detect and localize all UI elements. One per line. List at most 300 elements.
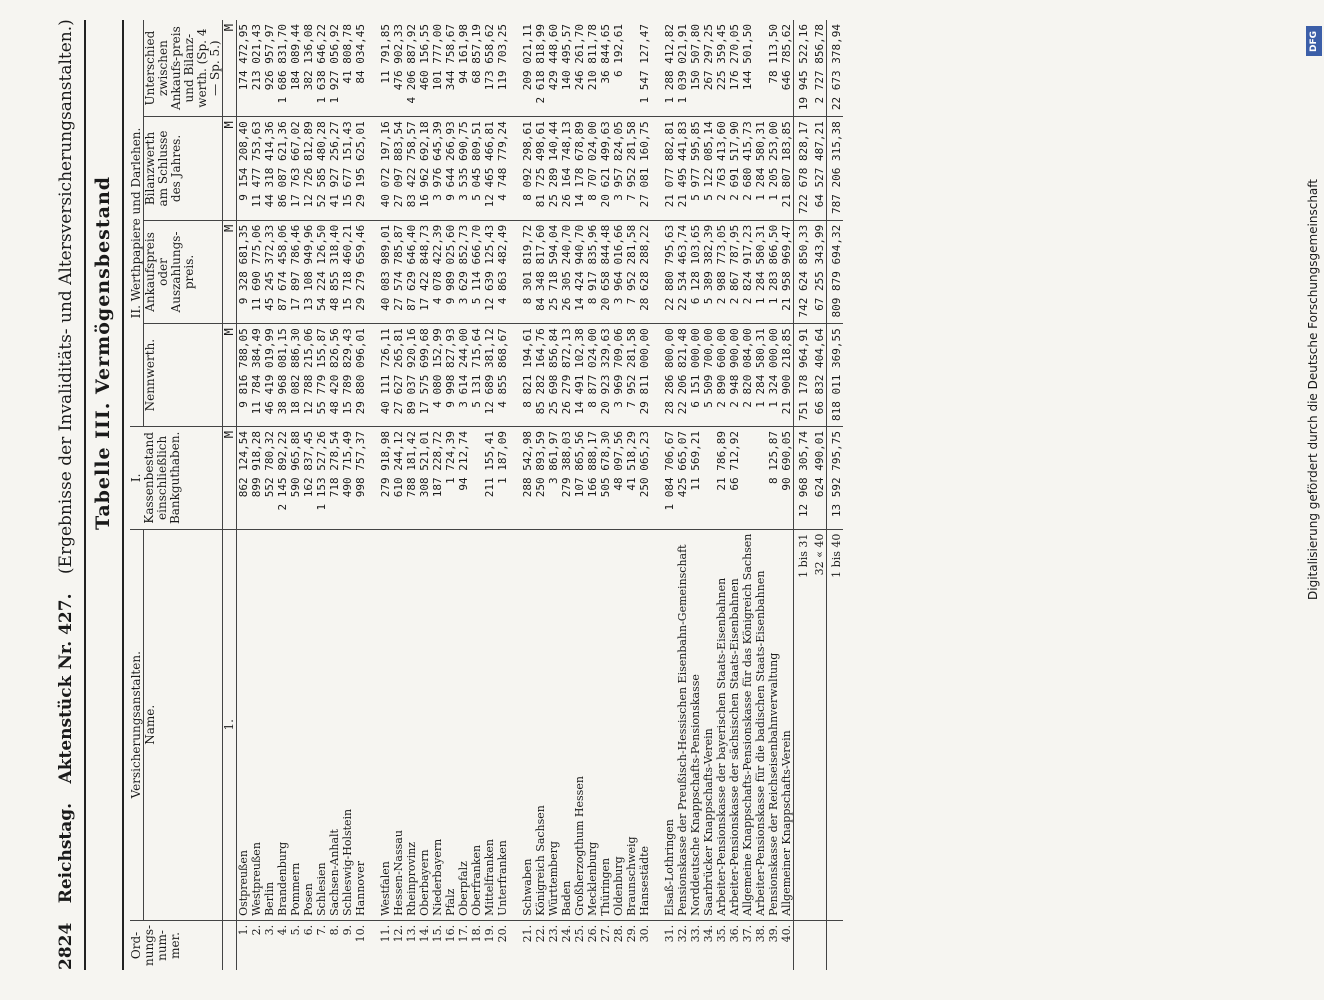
colunit-5: M <box>223 117 237 221</box>
row-name: Hessen-Nassau <box>392 529 405 920</box>
row-name: Pensionskasse der Preußisch-Hessischen Eisenbahn-Gemeinschaft <box>676 529 689 920</box>
table-row <box>689 20 702 970</box>
cell-c6: 101 777,00 <box>431 24 444 91</box>
row-name: Arbeiter-Pensionskasse der bayerischen Staats-Eisenbahnen <box>715 529 728 920</box>
cell-c3: 38 968 081,15 <box>276 324 289 427</box>
total-c4: 809 879 694,32 <box>827 220 844 324</box>
cell-c6: 476 902,33 <box>392 24 405 91</box>
row-number: 13. <box>405 920 418 970</box>
row-number: 17. <box>457 920 470 970</box>
cell-c3: 2 820 084,00 <box>741 324 754 427</box>
cell-c2: 94 212,74 <box>457 427 470 530</box>
cell-c3: 22 206 821,48 <box>676 324 689 427</box>
total-c3: 751 178 964,91 <box>794 324 811 427</box>
row-name: Oldenburg <box>612 529 625 920</box>
table-row <box>250 20 263 970</box>
cell-c4: 9 328 681,35 <box>237 220 251 324</box>
row-number: 24. <box>560 920 573 970</box>
cell-c2: 425 665,07 <box>676 427 689 530</box>
row-name: Großherzogthum Hessen <box>573 529 586 920</box>
cell-c2: 505 678,30 <box>599 427 612 530</box>
table-row <box>754 20 767 970</box>
header-unterschied: Unterschied zwischen Ankaufs-preis und Bilanz-werth. (Sp. 4 — Sp. 5.) <box>143 26 222 110</box>
cell-c6: 68 857,19 <box>470 24 483 84</box>
row-number: 5. <box>289 920 302 970</box>
cell-c5: 5 122 085,14 <box>702 117 715 221</box>
row-name: Allgemeine Knappschafts-Pensionskasse für das Königreich Sachsen <box>741 529 754 920</box>
cell-c4: 22 534 463,74 <box>676 220 689 324</box>
table-row <box>418 20 431 970</box>
table-row <box>573 20 586 970</box>
row-name: Sachsen-Anhalt <box>328 529 341 920</box>
cell-c5: 27 097 883,54 <box>392 117 405 221</box>
row-number: 3. <box>263 920 276 970</box>
cell-c2 <box>702 427 715 530</box>
cell-c4: 54 224 126,50 <box>315 220 328 324</box>
row-name: Berlin <box>263 529 276 920</box>
table-row <box>302 20 315 970</box>
cell-c2: 279 918,98 <box>379 427 392 530</box>
cell-c4: 15 718 460,21 <box>341 220 354 324</box>
header-nennwerth: Nennwerth. <box>144 324 223 427</box>
table-row <box>741 20 754 970</box>
cell-c6: 174 472,95 <box>237 24 250 91</box>
cell-c5: 3 976 645,39 <box>431 117 444 221</box>
table-row <box>560 20 573 970</box>
cell-c5: 25 289 140,44 <box>547 117 560 221</box>
cell-c6: 2 618 818,99 <box>534 24 547 104</box>
row-number: 20. <box>496 920 509 970</box>
table-row <box>444 20 457 970</box>
total-c5: 787 206 315,38 <box>827 117 844 221</box>
row-name: Hansestädte <box>638 529 651 920</box>
cell-c2: 288 542,98 <box>521 427 534 530</box>
cell-c5: 4 748 779,24 <box>496 117 509 221</box>
cell-c5: 9 154 208,40 <box>237 117 251 221</box>
cell-c5: 21 077 882,81 <box>663 117 676 221</box>
cell-c4: 3 629 852,73 <box>457 220 470 324</box>
cell-c5: 3 957 824,05 <box>612 117 625 221</box>
table-row <box>457 20 470 970</box>
table-row <box>405 20 418 970</box>
cell-c2 <box>741 427 754 530</box>
row-number: 1. <box>237 920 251 970</box>
cell-c5: 12 726 812,89 <box>302 117 315 221</box>
table-row <box>496 20 509 970</box>
row-name: Württemberg <box>547 529 560 920</box>
row-number: 21. <box>521 920 534 970</box>
row-number: 39. <box>767 920 780 970</box>
row-number: 14. <box>418 920 431 970</box>
cell-c3: 25 698 856,84 <box>547 324 560 427</box>
total-c5: 64 527 487,21 <box>810 117 827 221</box>
row-name: Pfalz <box>444 529 457 920</box>
header-ord: Ord-nungs-num-mer. <box>130 920 223 970</box>
cell-c5: 14 178 678,89 <box>573 117 586 221</box>
cell-c3: 27 627 265,81 <box>392 324 405 427</box>
cell-c5: 21 495 441,83 <box>676 117 689 221</box>
page-number: 2824 <box>56 922 76 970</box>
cell-c3: 89 037 920,16 <box>405 324 418 427</box>
table-row <box>663 20 676 970</box>
row-name: Braunschweig <box>625 529 638 920</box>
cell-c3: 2 890 600,00 <box>715 324 728 427</box>
cell-c3: 12 689 381,12 <box>483 324 496 427</box>
cell-c5: 41 927 256,27 <box>328 117 341 221</box>
row-number: 7. <box>315 920 328 970</box>
cell-c4: 25 718 594,04 <box>547 220 560 324</box>
cell-c6: 210 811,78 <box>586 24 599 91</box>
cell-c4: 8 301 819,72 <box>521 220 534 324</box>
cell-c3: 3 969 709,06 <box>612 324 625 427</box>
cell-c6: 94 161,98 <box>457 24 470 84</box>
row-number: 40. <box>780 920 794 970</box>
row-name: Baden <box>560 529 573 920</box>
cell-c6: 1 547 127,47 <box>638 24 651 104</box>
cell-c6: 209 021,11 <box>521 24 534 91</box>
table-row <box>263 20 276 970</box>
cell-c3: 2 948 900,00 <box>728 324 741 427</box>
cell-c4: 2 867 787,95 <box>728 220 741 324</box>
total-c4: 742 624 850,33 <box>794 220 811 324</box>
row-number: 16. <box>444 920 457 970</box>
reichstag-label: Reichstag. <box>56 802 76 904</box>
cell-c2: 1 724,39 <box>444 427 457 530</box>
cell-c5: 21 807 183,85 <box>780 117 794 221</box>
cell-c2: 590 965,88 <box>289 427 302 530</box>
row-number: 26. <box>586 920 599 970</box>
cell-c4: 28 628 288,22 <box>638 220 651 324</box>
cell-c4: 5 389 382,39 <box>702 220 715 324</box>
cell-c5: 1 205 253,00 <box>767 117 780 221</box>
row-number: 27. <box>599 920 612 970</box>
cell-c5: 11 477 753,63 <box>250 117 263 221</box>
cell-c3: 3 614 244,00 <box>457 324 470 427</box>
table-row <box>625 20 638 970</box>
cell-c3: 28 286 800,00 <box>663 324 676 427</box>
total-c2: 12 968 305,74 <box>794 427 811 530</box>
table-row <box>379 20 392 970</box>
colnum-1: 1. <box>223 529 237 920</box>
cell-c4: 11 690 775,06 <box>250 220 263 324</box>
header-wertpapiere: II. Werthpapiere und Darlehen. <box>130 20 144 427</box>
cell-c3: 1 284 580,31 <box>754 324 767 427</box>
table-row <box>702 20 715 970</box>
total-c6: 22 673 378,94 <box>830 24 843 111</box>
row-name: Rheinprovinz <box>405 529 418 920</box>
cell-c5: 20 621 499,63 <box>599 117 612 221</box>
cell-c5: 7 952 281,58 <box>625 117 638 221</box>
cell-c3: 15 789 829,43 <box>341 324 354 427</box>
cell-c4: 87 629 646,40 <box>405 220 418 324</box>
row-number: 12. <box>392 920 405 970</box>
row-name: Mecklenburg <box>586 529 599 920</box>
table-row <box>392 20 405 970</box>
cell-c4: 26 305 240,70 <box>560 220 573 324</box>
row-name: Pensionskasse der Reichseisenbahnverwaltung <box>767 529 780 920</box>
cell-c2: 279 388,03 <box>560 427 573 530</box>
cell-c6: 11 791,85 <box>379 24 392 84</box>
cell-c3: 9 998 827,93 <box>444 324 457 427</box>
table-row <box>599 20 612 970</box>
cell-c3: 18 082 886,30 <box>289 324 302 427</box>
cell-c6: 246 261,70 <box>573 24 586 91</box>
cell-c4: 17 422 848,73 <box>418 220 431 324</box>
row-number: 32. <box>676 920 689 970</box>
cell-c4: 2 988 773,05 <box>715 220 728 324</box>
row-number: 2. <box>250 920 263 970</box>
cell-c5: 26 164 748,13 <box>560 117 573 221</box>
table-row <box>483 20 496 970</box>
cell-c6: 36 844,65 <box>599 24 612 84</box>
cell-c2: 211 155,41 <box>483 427 496 530</box>
total-c2: 624 490,01 <box>810 427 827 530</box>
cell-c3: 5 509 700,00 <box>702 324 715 427</box>
cell-c3: 26 279 872,13 <box>560 324 573 427</box>
cell-c4: 84 348 817,60 <box>534 220 547 324</box>
table-row <box>470 20 483 970</box>
row-number: 34. <box>702 920 715 970</box>
header-rule <box>84 20 86 970</box>
total-c6: 19 945 522,16 <box>797 24 810 111</box>
cell-c3: 20 923 329,63 <box>599 324 612 427</box>
cell-c6: 1 927 056,92 <box>328 24 341 104</box>
cell-c5: 86 087 621,36 <box>276 117 289 221</box>
colunit-3: M <box>223 324 237 427</box>
row-name: Schleswig-Holstein <box>341 529 354 920</box>
cell-c3: 8 821 194,61 <box>521 324 534 427</box>
cell-c4: 8 917 835,96 <box>586 220 599 324</box>
row-name: Thüringen <box>599 529 612 920</box>
header-ankauf: Ankaufspreis oder Auszahlungs-preis. <box>144 220 223 324</box>
colunit-2: M <box>223 427 237 530</box>
cell-c4: 45 245 372,33 <box>263 220 276 324</box>
cell-c4: 3 964 016,66 <box>612 220 625 324</box>
cell-c5: 1 284 580,31 <box>754 117 767 221</box>
total-row <box>827 20 844 970</box>
row-name: Ostpreußen <box>237 529 251 920</box>
cell-c3: 40 111 726,11 <box>379 324 392 427</box>
cell-c6: 1 638 646,22 <box>315 24 328 104</box>
cell-c3: 6 151 000,00 <box>689 324 702 427</box>
row-name: Königreich Sachsen <box>534 529 547 920</box>
row-number: 9. <box>341 920 354 970</box>
cell-c2: 21 786,89 <box>715 427 728 530</box>
row-name: Elsaß-Lothringen <box>663 529 676 920</box>
row-number: 35. <box>715 920 728 970</box>
row-name: Saarbrücker Knappschafts-Verein <box>702 529 715 920</box>
row-number: 29. <box>625 920 638 970</box>
cell-c4: 9 989 025,60 <box>444 220 457 324</box>
row-name: Norddeutsche Knappschafts-Pensionskasse <box>689 529 702 920</box>
table-row <box>780 20 794 970</box>
cell-c2: 250 893,59 <box>534 427 547 530</box>
aktenstueck-label: Aktenstück Nr. 427. <box>56 593 76 784</box>
table-row <box>354 20 367 970</box>
cell-c6: 225 359,45 <box>715 24 728 91</box>
vermoegensbestand-table <box>130 20 843 970</box>
cell-c2: 718 278,54 <box>328 427 341 530</box>
cell-c3: 7 952 281,58 <box>625 324 638 427</box>
row-name: Posen <box>302 529 315 920</box>
cell-c5: 2 680 415,73 <box>741 117 754 221</box>
cell-c2: 1 084 706,67 <box>663 427 676 530</box>
table-row <box>237 20 251 970</box>
cell-c4: 2 824 917,23 <box>741 220 754 324</box>
row-name: Unterfranken <box>496 529 509 920</box>
cell-c3: 29 880 096,01 <box>354 324 367 427</box>
cell-c5: 8 707 024,00 <box>586 117 599 221</box>
total-label: 32 « 40 <box>810 529 827 920</box>
table-row <box>534 20 547 970</box>
header-anstalten: Versicherungsanstalten. <box>130 529 144 920</box>
cell-c6 <box>754 20 767 117</box>
cell-c3: 4 080 152,99 <box>431 324 444 427</box>
cell-c6: 144 501,50 <box>741 24 754 91</box>
cell-c3: 14 491 102,38 <box>573 324 586 427</box>
cell-c5: 12 465 466,81 <box>483 117 496 221</box>
cell-c6: 119 703,25 <box>496 24 509 91</box>
row-name: Oberpfalz <box>457 529 470 920</box>
table-row <box>612 20 625 970</box>
total-row <box>794 20 811 970</box>
table-row <box>431 20 444 970</box>
cell-c6: 140 495,57 <box>560 24 573 91</box>
cell-c2: 862 124,54 <box>237 427 251 530</box>
cell-c5: 2 763 413,60 <box>715 117 728 221</box>
dfg-logo: DFG <box>1306 26 1322 56</box>
table-row <box>728 20 741 970</box>
cell-c2 <box>754 427 767 530</box>
row-number: 36. <box>728 920 741 970</box>
cell-c6: 184 089,44 <box>289 24 302 91</box>
cell-c2: 162 837,45 <box>302 427 315 530</box>
cell-c6: 84 034,45 <box>354 24 367 84</box>
cell-c6: 4 206 887,92 <box>405 24 418 104</box>
cell-c2: 90 690,05 <box>780 427 794 530</box>
cell-c4: 1 283 866,50 <box>767 220 780 324</box>
row-name: Arbeiter-Pensionskasse für die badischen Staats-Eisenbahnen <box>754 529 767 920</box>
cell-c4: 14 424 940,70 <box>573 220 586 324</box>
row-name: Oberfranken <box>470 529 483 920</box>
total-row <box>810 20 827 970</box>
table-row <box>289 20 302 970</box>
cell-c5: 15 677 151,43 <box>341 117 354 221</box>
cell-c4: 6 128 103,65 <box>689 220 702 324</box>
cell-c4: 12 639 125,43 <box>483 220 496 324</box>
row-name: Allgemeiner Knappschafts-Verein <box>780 529 794 920</box>
cell-c6: 1 686 831,70 <box>276 24 289 104</box>
table-row <box>715 20 728 970</box>
header-subtitle: (Ergebnisse der Invaliditäts- und Altersversicherungsanstalten.) <box>56 19 76 575</box>
total-c5: 722 678 828,17 <box>794 117 811 221</box>
row-name: Niederbayern <box>431 529 444 920</box>
table-row <box>638 20 651 970</box>
cell-c3: 29 811 000,00 <box>638 324 651 427</box>
cell-c6: 344 758,67 <box>444 24 457 91</box>
total-label: 1 bis 31 <box>794 529 811 920</box>
total-c3: 818 011 369,55 <box>827 324 844 427</box>
row-number: 28. <box>612 920 625 970</box>
table-title: Tabelle III. Vermögensbestand <box>92 175 114 530</box>
cell-c2: 610 244,12 <box>392 427 405 530</box>
digitization-footer: Digitalisierung gefördert durch die Deutsche Forschungsgemeinschaft <box>1306 178 1320 600</box>
row-number: 6. <box>302 920 315 970</box>
cell-c6: 213 021,43 <box>250 24 263 91</box>
cell-c6: 926 957,97 <box>263 24 276 91</box>
cell-c4: 20 658 844,48 <box>599 220 612 324</box>
colunit-4: M <box>223 220 237 324</box>
cell-c2: 788 181,42 <box>405 427 418 530</box>
cell-c2: 166 888,17 <box>586 427 599 530</box>
cell-c5: 81 725 498,61 <box>534 117 547 221</box>
table-row <box>676 20 689 970</box>
cell-c5: 27 081 160,75 <box>638 117 651 221</box>
cell-c4: 21 958 969,47 <box>780 220 794 324</box>
cell-c2: 48 097,56 <box>612 427 625 530</box>
cell-c4: 5 114 666,70 <box>470 220 483 324</box>
cell-c4: 4 078 422,39 <box>431 220 444 324</box>
cell-c2: 552 780,32 <box>263 427 276 530</box>
cell-c6: 460 156,55 <box>418 24 431 91</box>
row-name: Westfalen <box>379 529 392 920</box>
cell-c3: 46 419 019,99 <box>263 324 276 427</box>
table-row <box>547 20 560 970</box>
cell-c5: 44 318 414,36 <box>263 117 276 221</box>
table-row <box>521 20 534 970</box>
row-number: 4. <box>276 920 289 970</box>
cell-c5: 83 422 758,57 <box>405 117 418 221</box>
cell-c5: 52 585 480,28 <box>315 117 328 221</box>
cell-c2: 899 918,28 <box>250 427 263 530</box>
total-c3: 66 832 404,64 <box>810 324 827 427</box>
row-number: 23. <box>547 920 560 970</box>
cell-c5: 2 691 517,90 <box>728 117 741 221</box>
cell-c4: 7 952 281,58 <box>625 220 638 324</box>
table-row <box>586 20 599 970</box>
cell-c3: 5 131 715,64 <box>470 324 483 427</box>
cell-c2: 2 145 892,22 <box>276 427 289 530</box>
cell-c5: 3 535 690,75 <box>457 117 470 221</box>
row-number: 15. <box>431 920 444 970</box>
colunit-6: M <box>222 24 236 32</box>
row-number: 31. <box>663 920 676 970</box>
row-name: Pommern <box>289 529 302 920</box>
row-number: 8. <box>328 920 341 970</box>
cell-c4: 87 674 458,06 <box>276 220 289 324</box>
total-c6: 2 727 856,78 <box>813 24 826 104</box>
header-kasse: I. Kassenbestand einschließlich Bankguthaben. <box>130 427 223 530</box>
row-number: 19. <box>483 920 496 970</box>
row-number: 25. <box>573 920 586 970</box>
cell-c3: 1 324 000,00 <box>767 324 780 427</box>
cell-c2: 107 865,56 <box>573 427 586 530</box>
row-number: 37. <box>741 920 754 970</box>
cell-c3: 12 788 215,06 <box>302 324 315 427</box>
table-body <box>237 20 844 970</box>
row-name: Schlesien <box>315 529 328 920</box>
cell-c5: 40 072 197,16 <box>379 117 392 221</box>
row-name: Mittelfranken <box>483 529 496 920</box>
cell-c5: 5 977 595,85 <box>689 117 702 221</box>
cell-c3: 11 784 384,49 <box>250 324 263 427</box>
cell-c2: 187 228,72 <box>431 427 444 530</box>
row-name: Hannover <box>354 529 367 920</box>
cell-c4: 27 574 785,87 <box>392 220 405 324</box>
row-number: 38. <box>754 920 767 970</box>
table-row <box>767 20 780 970</box>
row-number: 10. <box>354 920 367 970</box>
